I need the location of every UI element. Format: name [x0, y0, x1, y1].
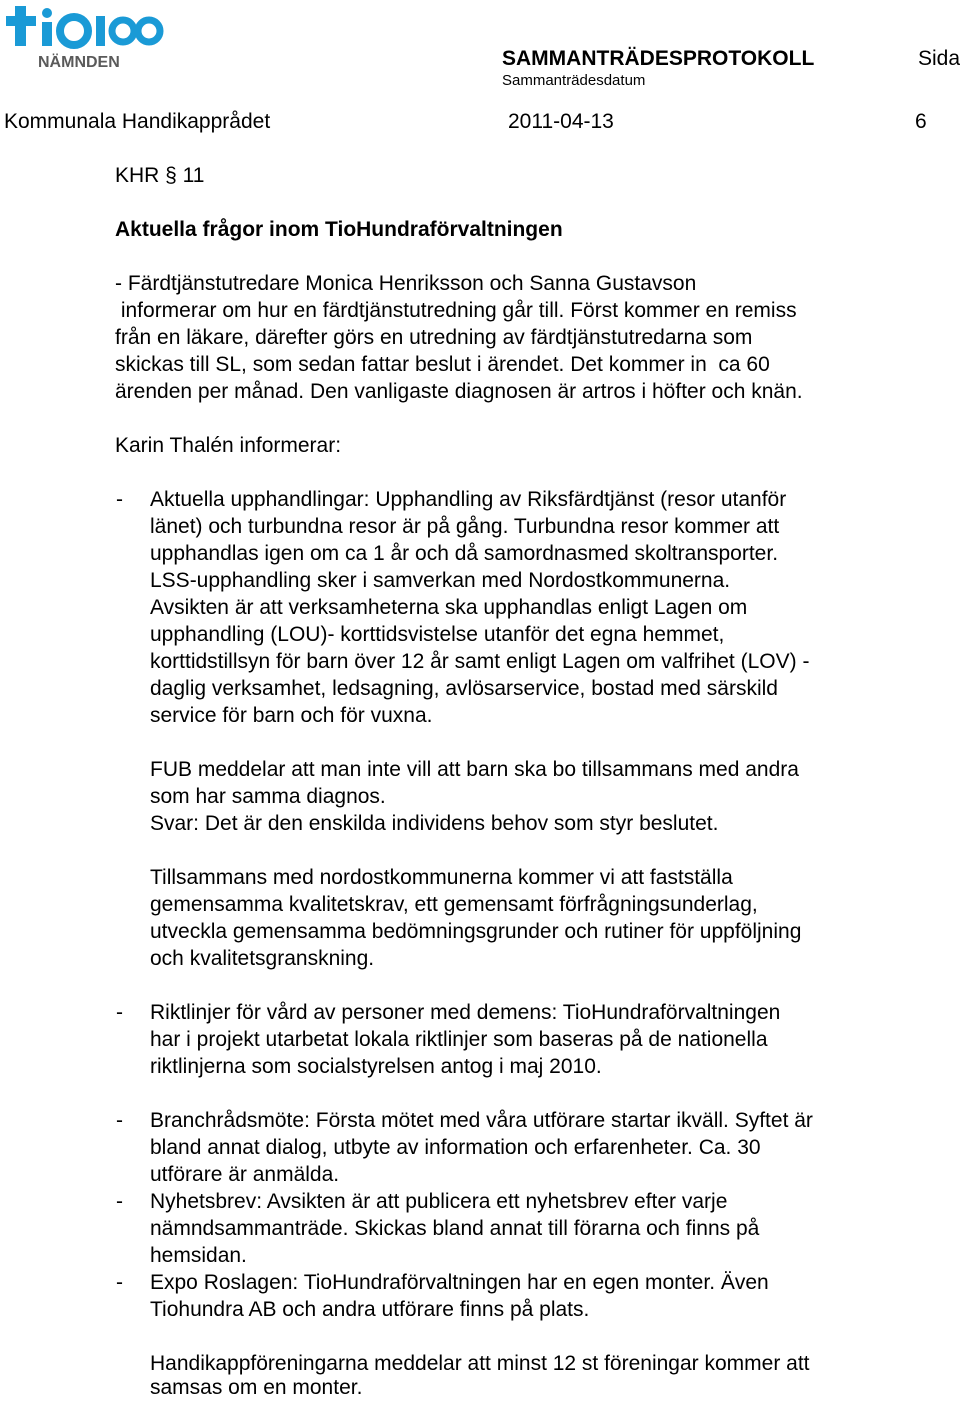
- text-line: och kvalitetsgranskning.: [150, 947, 375, 970]
- logo-subtext: NÄMNDEN: [38, 54, 120, 70]
- text-line: nämndsammanträde. Skickas bland annat till förarna och finns på: [150, 1217, 760, 1240]
- text-line: gemensamma kvalitetskrav, ett gemensamt förfrågningsunderlag,: [150, 893, 758, 916]
- text-line: hemsidan.: [150, 1244, 247, 1267]
- meeting-date: 2011-04-13: [508, 110, 614, 133]
- document-title: SAMMANTRÄDESPROTOKOLL: [502, 47, 815, 70]
- text-line: LSS-upphandling sker i samverkan med Nordostkommunerna.: [150, 569, 731, 592]
- page-number: 6: [915, 110, 927, 133]
- text-line: Branchrådsmöte: Första mötet med våra utförare startar ikväll. Syftet är: [150, 1109, 813, 1132]
- text-line: har i projekt utarbetat lokala riktlinjer som baseras på de nationella: [150, 1028, 768, 1051]
- text-line: riktlinjerna som socialstyrelsen antog i maj 2010.: [150, 1055, 602, 1078]
- date-label: Sammanträdesdatum: [502, 72, 646, 89]
- paragraph-ref: KHR § 11: [115, 164, 205, 187]
- text-line: utförare är anmälda.: [150, 1163, 340, 1186]
- text-line: daglig verksamhet, ledsagning, avlösarservice, bostad med särskild: [150, 677, 778, 700]
- bullet-dash: -: [116, 488, 123, 511]
- text-line: korttidstillsyn för barn över 12 år samt enligt Lagen om valfrihet (LOV) -: [150, 650, 810, 673]
- text-line: Riktlinjer för vård av personer med demens: TioHundraförvaltningen: [150, 1001, 781, 1024]
- text-line: Tiohundra AB och andra utförare finns på plats.: [150, 1298, 590, 1321]
- text-line: Karin Thalén informerar:: [115, 434, 342, 457]
- page-label: Sida: [918, 47, 960, 70]
- text-line: Expo Roslagen: TioHundraförvaltningen har en egen monter. Även: [150, 1271, 769, 1294]
- bullet-dash: -: [116, 1271, 123, 1294]
- text-line: - Färdtjänstutredare Monica Henriksson och Sanna Gustavson: [115, 272, 697, 295]
- text-line: Nyhetsbrev: Avsikten är att publicera ett nyhetsbrev efter varje: [150, 1190, 728, 1213]
- text-line: utveckla gemensamma bedömningsgrunder och rutiner för uppföljning: [150, 920, 802, 943]
- text-line: bland annat dialog, utbyte av information och erfarenheter. Ca. 30: [150, 1136, 761, 1159]
- organ-name: Kommunala Handikapprådet: [4, 110, 271, 133]
- text-line: Handikappföreningarna meddelar att minst 12 st föreningar kommer att: [150, 1352, 810, 1375]
- text-line: Avsikten är att verksamheterna ska upphandlas enligt Lagen om: [150, 596, 748, 619]
- text-line: Aktuella upphandlingar: Upphandling av Riksfärdtjänst (resor utanför: [150, 488, 787, 511]
- text-line: som har samma diagnos.: [150, 785, 386, 808]
- text-line: från en läkare, därefter görs en utredning av färdtjänstutredarna som: [115, 326, 753, 349]
- tio100-logo: [4, 2, 164, 70]
- text-line: service för barn och för vuxna.: [150, 704, 433, 727]
- bullet-dash: -: [116, 1190, 123, 1213]
- text-line: upphandling (LOU)- korttidsvistelse utanför det egna hemmet,: [150, 623, 725, 646]
- section-heading: Aktuella frågor inom TioHundraförvaltningen: [115, 218, 563, 241]
- bullet-dash: -: [116, 1001, 123, 1024]
- text-line: upphandlas igen om ca 1 år och då samordnasmed skoltransporter.: [150, 542, 779, 565]
- text-line: Tillsammans med nordostkommunerna kommer vi att fastställa: [150, 866, 733, 889]
- text-line: Svar: Det är den enskilda individens behov som styr beslutet.: [150, 812, 719, 835]
- text-line: ärenden per månad. Den vanligaste diagnosen är artros i höfter och knän.: [115, 380, 803, 403]
- text-line: FUB meddelar att man inte vill att barn ska bo tillsammans med andra: [150, 758, 799, 781]
- text-line: informerar om hur en färdtjänstutredning går till. Först kommer en remiss: [115, 299, 797, 322]
- text-line: länet) och turbundna resor är på gång. Turbundna resor kommer att: [150, 515, 780, 538]
- text-line: samsas om en monter.: [150, 1376, 363, 1399]
- text-line: skickas till SL, som sedan fattar beslut i ärendet. Det kommer in ca 60: [115, 353, 770, 376]
- bullet-dash: -: [116, 1109, 123, 1132]
